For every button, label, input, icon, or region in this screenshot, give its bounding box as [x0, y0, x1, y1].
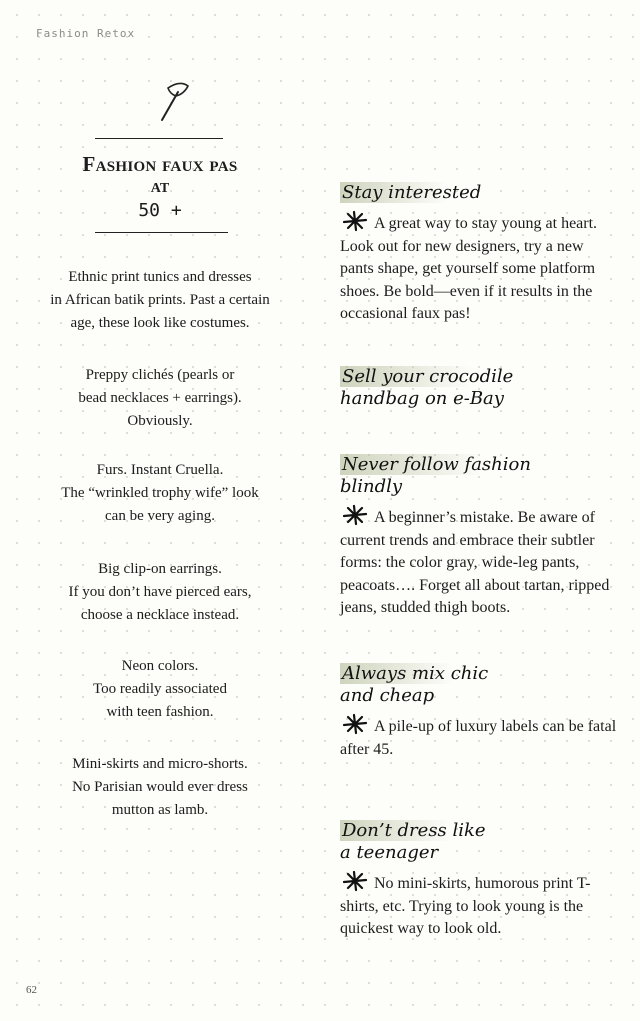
- faux-pas-line: Mini-skirts and micro-shorts.: [72, 756, 248, 772]
- page-number: 62: [26, 984, 37, 996]
- asterisk-icon: [340, 870, 370, 892]
- faux-pas-line: No Parisian would ever dress: [72, 779, 248, 795]
- tip-stay-interested: [340, 182, 620, 326]
- tip-heading: Sell your crocodile handbag on e-Bay: [340, 366, 514, 409]
- tip-mix-chic-and-cheap: [340, 663, 620, 761]
- faux-pas-line: bead necklaces + earrings).: [78, 390, 242, 406]
- faux-pas-item: [30, 655, 290, 724]
- tip-heading: Always mix chic and cheap: [340, 663, 489, 706]
- faux-pas-line: with teen fashion.: [106, 704, 214, 720]
- tip-dont-dress-like-teenager: [340, 820, 620, 941]
- faux-pas-line: choose a necklace instead.: [80, 607, 240, 623]
- faux-pas-line: can be very aging.: [105, 508, 215, 524]
- faux-pas-line: Furs. Instant Cruella.: [96, 462, 224, 478]
- title-line-3: 50 +: [138, 200, 182, 221]
- title-line-1: Fashion faux pas: [82, 152, 238, 176]
- asterisk-icon: [340, 504, 370, 526]
- tip-body-text: A beginner’s mistake. Be aware of current trends and embrace their subtler forms: the color gray, wide-leg pants, peacoats…. Forget all about tartan, ripped jeans, studded thigh boots.: [340, 509, 610, 616]
- asterisk-icon: [340, 210, 370, 232]
- faux-pas-line: Neon colors.: [121, 658, 199, 674]
- faux-pas-line: age, these look like costumes.: [70, 315, 250, 331]
- faux-pas-item: [30, 364, 290, 433]
- faux-pas-item: [30, 459, 290, 528]
- faux-pas-item: [30, 266, 290, 335]
- pin-icon: [150, 76, 200, 126]
- tip-heading: Stay interested: [342, 182, 482, 203]
- faux-pas-line: Obviously.: [127, 413, 193, 429]
- tip-never-follow-fashion: [340, 454, 620, 620]
- running-head: Fashion Retox: [36, 27, 136, 40]
- title-rule-top: [95, 138, 223, 139]
- faux-pas-line: Too readily associated: [93, 681, 227, 697]
- faux-pas-line: Ethnic print tunics and dresses: [68, 269, 252, 285]
- faux-pas-line: in African batik prints. Past a certain: [50, 292, 270, 308]
- faux-pas-line: If you don’t have pierced ears,: [68, 584, 252, 600]
- tip-body-text: A great way to stay young at heart. Look out for new designers, try a new pants shape, get yourself some platform shoes. Be bold—even if it results in the occasional faux pas!: [340, 215, 598, 322]
- tip-heading: Never follow fashion blindly: [340, 454, 531, 497]
- tip-sell-crocodile-handbag: [340, 366, 620, 410]
- tip-heading: Don’t dress like a teenager: [340, 820, 486, 863]
- title-line-2: at: [150, 175, 170, 197]
- faux-pas-line: Preppy clichés (pearls or: [85, 367, 235, 383]
- faux-pas-line: The “wrinkled trophy wife” look: [61, 485, 259, 501]
- tip-body-text: No mini-skirts, humorous print T-shirts, etc. Trying to look young is the quickest way to look old.: [340, 875, 591, 937]
- faux-pas-line: mutton as lamb.: [111, 802, 209, 818]
- faux-pas-item: [30, 753, 290, 822]
- faux-pas-item: [30, 558, 290, 627]
- title-rule-bottom: [95, 232, 228, 233]
- faux-pas-line: Big clip-on earrings.: [98, 561, 222, 577]
- asterisk-icon: [340, 713, 370, 735]
- page-title: [50, 152, 270, 226]
- tip-body-text: A pile-up of luxury labels can be fatal after 45.: [340, 718, 617, 758]
